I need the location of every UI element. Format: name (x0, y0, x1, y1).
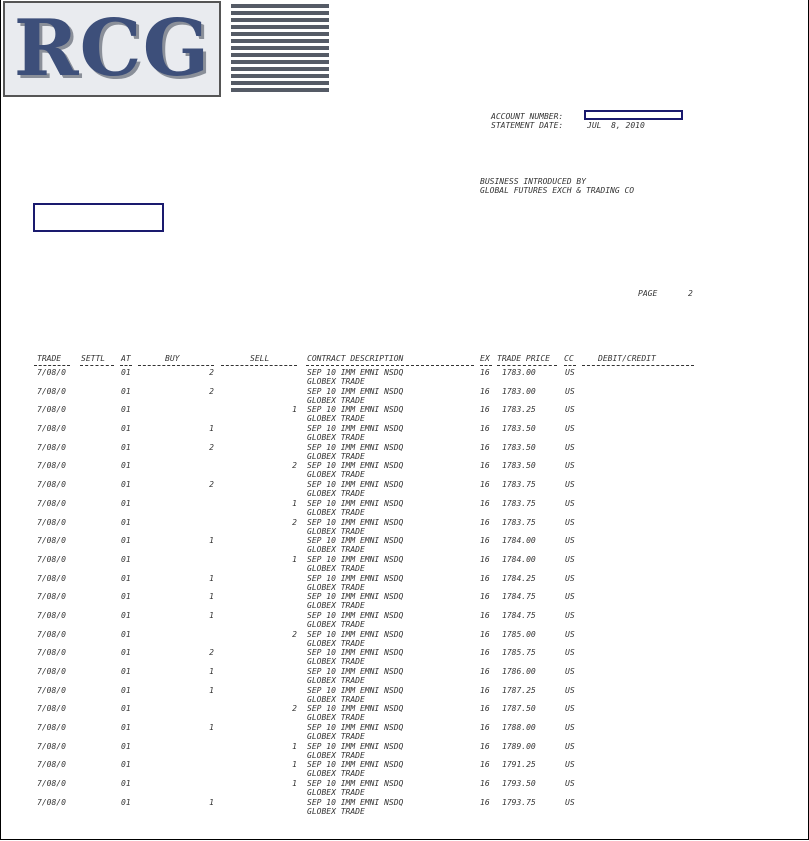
cell-trade: 7/08/0 (37, 368, 66, 377)
cell-ex: 16 (480, 629, 490, 639)
cell-ex: 16 (480, 386, 490, 396)
cell-ex: 16 (480, 405, 490, 415)
cell-price: 1788.00 (502, 723, 536, 733)
cell-buy: 2 (209, 648, 214, 658)
header-at: AT (121, 354, 131, 363)
trades-table (34, 354, 714, 817)
cell-description-line2: GLOBEX TRADE (307, 507, 365, 517)
cell-buy: 1 (209, 797, 214, 807)
cell-description-line2: GLOBEX TRADE (307, 619, 365, 629)
cell-description: SEP 10 IMM EMNI NSDQ (307, 461, 404, 471)
cell-at: 01 (121, 648, 131, 658)
cell-ex: 16 (480, 498, 490, 508)
cell-ex: 16 (480, 610, 490, 620)
cell-trade: 7/08/0 (37, 667, 66, 676)
cell-ex: 16 (480, 741, 490, 751)
cell-ex: 16 (480, 536, 490, 546)
cell-sell: 1 (292, 760, 297, 770)
cell-price: 1783.25 (502, 405, 536, 415)
cell-trade: 7/08/0 (37, 610, 66, 620)
cell-ex: 16 (480, 704, 490, 714)
table-row (34, 630, 714, 649)
cell-trade: 7/08/0 (37, 779, 66, 789)
cell-at: 01 (121, 480, 131, 490)
cell-description: SEP 10 IMM EMNI NSDQ (307, 498, 404, 508)
table-row (34, 592, 714, 611)
table-row (34, 461, 714, 480)
cell-description-line2: GLOBEX TRADE (307, 526, 365, 536)
logo-stripes (231, 2, 329, 97)
cell-price: 1784.00 (502, 536, 536, 546)
cell-description: SEP 10 IMM EMNI NSDQ (307, 797, 404, 807)
table-row (34, 424, 714, 443)
cell-description-line2: GLOBEX TRADE (307, 676, 365, 685)
table-row (34, 387, 714, 406)
cell-description: SEP 10 IMM EMNI NSDQ (307, 480, 404, 490)
cell-price: 1783.75 (502, 517, 536, 527)
cell-price: 1783.75 (502, 498, 536, 508)
table-row (34, 368, 714, 387)
cell-cc: US (565, 405, 575, 415)
header-settl: SETTL (81, 354, 106, 363)
cell-ex: 16 (480, 368, 490, 377)
cell-cc: US (565, 386, 575, 396)
cell-trade: 7/08/0 (37, 573, 66, 583)
cell-price: 1783.50 (502, 424, 536, 434)
cell-price: 1785.75 (502, 648, 536, 658)
cell-description-line2: GLOBEX TRADE (307, 769, 365, 779)
table-row (34, 555, 714, 574)
table-row (34, 499, 714, 518)
cell-trade: 7/08/0 (37, 629, 66, 639)
cell-at: 01 (121, 517, 131, 527)
cell-buy: 1 (209, 685, 214, 695)
cell-description: SEP 10 IMM EMNI NSDQ (307, 573, 404, 583)
cell-at: 01 (121, 704, 131, 714)
cell-ex: 16 (480, 554, 490, 564)
cell-description: SEP 10 IMM EMNI NSDQ (307, 760, 404, 770)
table-row (34, 798, 714, 817)
cell-price: 1783.00 (502, 368, 536, 377)
cell-at: 01 (121, 741, 131, 751)
cell-at: 01 (121, 442, 131, 452)
cell-description-line2: GLOBEX TRADE (307, 601, 365, 611)
cell-description: SEP 10 IMM EMNI NSDQ (307, 442, 404, 452)
cell-description-line2: GLOBEX TRADE (307, 638, 365, 648)
cell-description: SEP 10 IMM EMNI NSDQ (307, 592, 404, 602)
cell-description: SEP 10 IMM EMNI NSDQ (307, 386, 404, 396)
table-row (34, 518, 714, 537)
cell-trade: 7/08/0 (37, 536, 66, 546)
cell-description: SEP 10 IMM EMNI NSDQ (307, 629, 404, 639)
cell-description-line2: GLOBEX TRADE (307, 395, 365, 405)
cell-at: 01 (121, 779, 131, 789)
cell-buy: 2 (209, 480, 214, 490)
cell-at: 01 (121, 424, 131, 434)
cell-cc: US (565, 667, 575, 676)
cell-description-line2: GLOBEX TRADE (307, 582, 365, 592)
cell-at: 01 (121, 592, 131, 602)
cell-ex: 16 (480, 461, 490, 471)
cell-cc: US (565, 368, 575, 377)
cell-description-line2: GLOBEX TRADE (307, 732, 365, 742)
cell-ex: 16 (480, 648, 490, 658)
cell-description: SEP 10 IMM EMNI NSDQ (307, 405, 404, 415)
cell-trade: 7/08/0 (37, 480, 66, 490)
cell-sell: 2 (292, 629, 297, 639)
cell-at: 01 (121, 536, 131, 546)
table-row (34, 443, 714, 462)
cell-price: 1784.25 (502, 573, 536, 583)
cell-at: 01 (121, 610, 131, 620)
cell-cc: US (565, 442, 575, 452)
cell-at: 01 (121, 386, 131, 396)
cell-cc: US (565, 480, 575, 490)
cell-description: SEP 10 IMM EMNI NSDQ (307, 517, 404, 527)
cell-buy: 1 (209, 573, 214, 583)
cell-cc: US (565, 610, 575, 620)
cell-sell: 2 (292, 704, 297, 714)
cell-description: SEP 10 IMM EMNI NSDQ (307, 610, 404, 620)
table-row (34, 536, 714, 555)
account-number-redacted (584, 110, 683, 120)
cell-cc: US (565, 685, 575, 695)
cell-at: 01 (121, 554, 131, 564)
cell-cc: US (565, 797, 575, 807)
cell-description-line2: GLOBEX TRADE (307, 433, 365, 443)
cell-trade: 7/08/0 (37, 797, 66, 807)
header-trade: TRADE (37, 354, 62, 363)
header-debit-credit: DEBIT/CREDIT (598, 354, 656, 363)
page-number: 2 (688, 289, 693, 298)
cell-ex: 16 (480, 592, 490, 602)
cell-price: 1786.00 (502, 667, 536, 676)
cell-price: 1783.50 (502, 442, 536, 452)
cell-ex: 16 (480, 517, 490, 527)
cell-sell: 1 (292, 405, 297, 415)
cell-buy: 1 (209, 667, 214, 676)
table-row (34, 480, 714, 499)
header-description: CONTRACT DESCRIPTION (307, 354, 404, 363)
cell-at: 01 (121, 629, 131, 639)
table-row (34, 686, 714, 705)
cell-price: 1783.00 (502, 386, 536, 396)
table-row (34, 742, 714, 761)
cell-cc: US (565, 554, 575, 564)
cell-trade: 7/08/0 (37, 405, 66, 415)
cell-trade: 7/08/0 (37, 424, 66, 434)
cell-description-line2: GLOBEX TRADE (307, 414, 365, 424)
cell-at: 01 (121, 573, 131, 583)
cell-description-line2: GLOBEX TRADE (307, 694, 365, 704)
cell-cc: US (565, 741, 575, 751)
cell-trade: 7/08/0 (37, 704, 66, 714)
cell-cc: US (565, 723, 575, 733)
cell-description-line2: GLOBEX TRADE (307, 545, 365, 555)
cell-buy: 1 (209, 610, 214, 620)
cell-cc: US (565, 573, 575, 583)
cell-at: 01 (121, 723, 131, 733)
cell-cc: US (565, 536, 575, 546)
cell-cc: US (565, 779, 575, 789)
cell-price: 1791.25 (502, 760, 536, 770)
cell-description: SEP 10 IMM EMNI NSDQ (307, 779, 404, 789)
cell-sell: 2 (292, 517, 297, 527)
introduced-by-line1: BUSINESS INTRODUCED BY (480, 177, 586, 186)
cell-cc: US (565, 461, 575, 471)
cell-trade: 7/08/0 (37, 592, 66, 602)
cell-trade: 7/08/0 (37, 498, 66, 508)
logo-text: RCG (13, 3, 211, 94)
cell-cc: US (565, 592, 575, 602)
cell-description: SEP 10 IMM EMNI NSDQ (307, 368, 404, 377)
table-row (34, 405, 714, 424)
cell-trade: 7/08/0 (37, 648, 66, 658)
cell-ex: 16 (480, 685, 490, 695)
cell-sell: 2 (292, 461, 297, 471)
cell-description-line2: GLOBEX TRADE (307, 806, 365, 816)
cell-sell: 1 (292, 554, 297, 564)
table-header (34, 354, 714, 364)
cell-ex: 16 (480, 667, 490, 676)
cell-trade: 7/08/0 (37, 442, 66, 452)
cell-buy: 1 (209, 424, 214, 434)
cell-description: SEP 10 IMM EMNI NSDQ (307, 723, 404, 733)
table-row (34, 611, 714, 630)
cell-at: 01 (121, 368, 131, 377)
cell-description: SEP 10 IMM EMNI NSDQ (307, 685, 404, 695)
cell-at: 01 (121, 667, 131, 676)
cell-description: SEP 10 IMM EMNI NSDQ (307, 648, 404, 658)
cell-cc: US (565, 424, 575, 434)
cell-sell: 1 (292, 741, 297, 751)
cell-trade: 7/08/0 (37, 554, 66, 564)
cell-price: 1793.50 (502, 779, 536, 789)
cell-buy: 2 (209, 386, 214, 396)
cell-trade: 7/08/0 (37, 723, 66, 733)
cell-price: 1784.00 (502, 554, 536, 564)
cell-buy: 1 (209, 592, 214, 602)
cell-trade: 7/08/0 (37, 685, 66, 695)
cell-cc: US (565, 629, 575, 639)
statement-date-label: STATEMENT DATE: (491, 121, 564, 130)
cell-description: SEP 10 IMM EMNI NSDQ (307, 704, 404, 714)
cell-description-line2: GLOBEX TRADE (307, 713, 365, 723)
cell-buy: 2 (209, 442, 214, 452)
cell-price: 1787.50 (502, 704, 536, 714)
cell-at: 01 (121, 685, 131, 695)
cell-ex: 16 (480, 442, 490, 452)
cell-price: 1787.25 (502, 685, 536, 695)
cell-ex: 16 (480, 573, 490, 583)
cell-description: SEP 10 IMM EMNI NSDQ (307, 536, 404, 546)
table-row (34, 760, 714, 779)
cell-description: SEP 10 IMM EMNI NSDQ (307, 424, 404, 434)
table-row (34, 574, 714, 593)
account-number-label: ACCOUNT NUMBER: (491, 112, 564, 121)
cell-description: SEP 10 IMM EMNI NSDQ (307, 667, 404, 676)
statement-date-value: JUL 8, 2010 (587, 121, 645, 130)
cell-ex: 16 (480, 760, 490, 770)
cell-description-line2: GLOBEX TRADE (307, 657, 365, 667)
cell-price: 1793.75 (502, 797, 536, 807)
cell-ex: 16 (480, 480, 490, 490)
cell-buy: 2 (209, 368, 214, 377)
cell-ex: 16 (480, 779, 490, 789)
cell-ex: 16 (480, 797, 490, 807)
cell-cc: US (565, 760, 575, 770)
cell-description-line2: GLOBEX TRADE (307, 489, 365, 499)
cell-price: 1784.75 (502, 610, 536, 620)
cell-description-line2: GLOBEX TRADE (307, 470, 365, 480)
table-body (34, 368, 714, 817)
cell-cc: US (565, 648, 575, 658)
cell-at: 01 (121, 498, 131, 508)
cell-price: 1785.00 (502, 629, 536, 639)
cell-description-line2: GLOBEX TRADE (307, 788, 365, 798)
cell-sell: 1 (292, 498, 297, 508)
cell-trade: 7/08/0 (37, 461, 66, 471)
table-row (34, 704, 714, 723)
cell-trade: 7/08/0 (37, 386, 66, 396)
table-row (34, 648, 714, 667)
cell-at: 01 (121, 797, 131, 807)
cell-ex: 16 (480, 723, 490, 733)
cell-at: 01 (121, 760, 131, 770)
header-ex: EX (480, 354, 490, 363)
table-row (34, 723, 714, 742)
cell-price: 1783.50 (502, 461, 536, 471)
cell-ex: 16 (480, 424, 490, 434)
cell-description-line2: GLOBEX TRADE (307, 750, 365, 760)
cell-description: SEP 10 IMM EMNI NSDQ (307, 741, 404, 751)
header-cc: CC (564, 354, 574, 363)
cell-price: 1783.75 (502, 480, 536, 490)
cell-price: 1789.00 (502, 741, 536, 751)
cell-trade: 7/08/0 (37, 741, 66, 751)
table-row (34, 667, 714, 686)
cell-description-line2: GLOBEX TRADE (307, 377, 365, 386)
cell-at: 01 (121, 405, 131, 415)
cell-cc: US (565, 704, 575, 714)
header-price: TRADE PRICE (497, 354, 550, 363)
header-buy: BUY (165, 354, 180, 363)
page-label: PAGE (638, 289, 658, 298)
cell-description-line2: GLOBEX TRADE (307, 563, 365, 573)
cell-buy: 1 (209, 536, 214, 546)
cell-price: 1784.75 (502, 592, 536, 602)
cell-description: SEP 10 IMM EMNI NSDQ (307, 554, 404, 564)
introduced-by-line2: GLOBAL FUTURES EXCH & TRADING CO (480, 186, 635, 195)
cell-at: 01 (121, 461, 131, 471)
cell-cc: US (565, 498, 575, 508)
cell-sell: 1 (292, 779, 297, 789)
cell-buy: 1 (209, 723, 214, 733)
cell-trade: 7/08/0 (37, 517, 66, 527)
header-sell: SELL (250, 354, 270, 363)
address-redacted (33, 203, 164, 232)
cell-trade: 7/08/0 (37, 760, 66, 770)
table-row (34, 779, 714, 798)
cell-description-line2: GLOBEX TRADE (307, 451, 365, 461)
company-logo (3, 1, 221, 97)
cell-cc: US (565, 517, 575, 527)
